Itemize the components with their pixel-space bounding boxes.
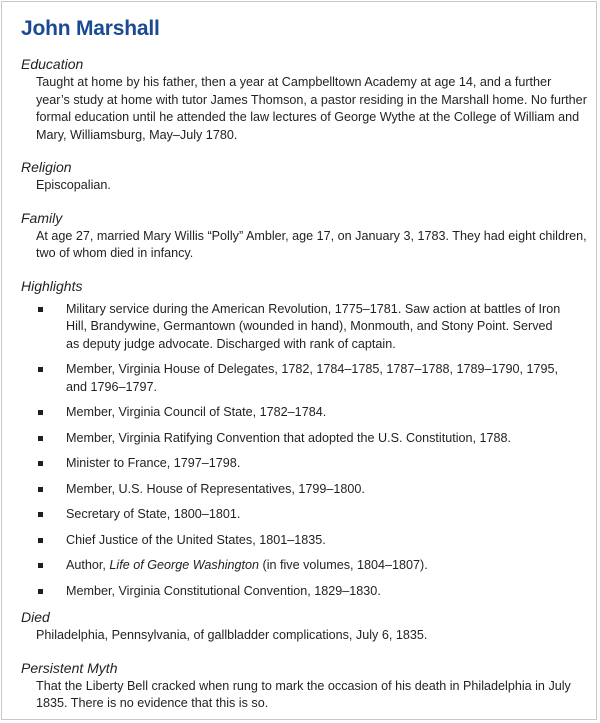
square-bullet-icon xyxy=(38,461,43,466)
section-body: That the Liberty Bell cracked when rung to mark the occasion of his death in Philadelphia in July 1835. There is no evidence that this is so. xyxy=(36,678,571,710)
list-item-text: Member, Virginia House of Delegates, 1782, 1784–1785, 1787–1788, 1789–1790, 1795, and 1796–1797. xyxy=(66,362,559,394)
list-item xyxy=(21,481,588,499)
section-heading: Died xyxy=(21,609,50,625)
page-title: John Marshall xyxy=(21,17,160,40)
list-item-text: Chief Justice of the United States, 1801–1835. xyxy=(66,532,326,547)
list-item xyxy=(21,430,588,448)
list-item-text: Member, Virginia Ratifying Convention that adopted the U.S. Constitution, 1788. xyxy=(66,430,512,445)
book-title: Life of George Washington xyxy=(109,558,260,572)
profile-content xyxy=(21,16,588,713)
list-item xyxy=(21,404,588,422)
section-persistent-myth xyxy=(21,659,588,713)
section-religion xyxy=(21,158,588,195)
list-item-text: Member, Virginia Council of State, 1782–1784. xyxy=(66,405,327,419)
square-bullet-icon xyxy=(38,436,43,441)
list-item-prefix: Author, xyxy=(66,558,110,572)
section-body: Philadelphia, Pennsylvania, of gallbladder complications, July 6, 1835. xyxy=(36,628,428,642)
section-heading: Education xyxy=(21,56,84,72)
list-item-text: Member, Virginia Constitutional Convention, 1829–1830. xyxy=(66,583,381,598)
profile-card xyxy=(1,1,597,720)
square-bullet-icon xyxy=(38,563,43,568)
list-item xyxy=(21,455,588,473)
section-died xyxy=(21,608,588,645)
list-item xyxy=(21,301,588,354)
square-bullet-icon xyxy=(38,307,43,312)
list-item xyxy=(21,583,588,601)
section-education xyxy=(21,55,588,144)
list-item-text: Minister to France, 1797–1798. xyxy=(66,456,241,470)
list-item-text: Member, U.S. House of Representatives, 1799–1800. xyxy=(66,481,365,496)
section-heading: Family xyxy=(21,209,63,226)
section-heading: Highlights xyxy=(21,277,83,294)
section-body: Episcopalian. xyxy=(36,178,111,192)
square-bullet-icon xyxy=(38,487,43,492)
section-body: Taught at home by his father, then a year at Campbelltown Academy at age 14, and a further year’s study at home with tutor James Thomson, a pastor residing in the Marshall home. No further formal education until he attended the law lectures of George Wythe at the College of William and Mary, Williamsburg, May–July 1780. xyxy=(36,75,587,142)
section-heading: Persistent Myth xyxy=(21,659,118,676)
section-family xyxy=(21,209,588,263)
square-bullet-icon xyxy=(38,538,43,543)
list-item xyxy=(21,506,588,524)
square-bullet-icon xyxy=(38,367,43,372)
section-body: At age 27, married Mary Willis “Polly” Ambler, age 17, on January 3, 1783. They had eight children, two of whom died in infancy. xyxy=(36,228,587,260)
highlights-list xyxy=(21,301,588,601)
square-bullet-icon xyxy=(38,410,43,415)
square-bullet-icon xyxy=(38,512,43,517)
list-item-suffix: (in five volumes, 1804–1807). xyxy=(259,558,428,572)
list-item xyxy=(21,532,588,550)
list-item-text: Military service during the American Revolution, 1775–1781. Saw action at battles of Iron Hill, Brandywine, Germantown (wounded in hand), Monmouth, and Stony Point. Served as deputy judge advocate. Discharged with rank of captain. xyxy=(66,301,561,351)
list-item-text: Secretary of State, 1800–1801. xyxy=(66,507,241,521)
list-item xyxy=(21,361,588,396)
list-item xyxy=(21,557,588,575)
square-bullet-icon xyxy=(38,589,43,594)
section-highlights xyxy=(21,277,588,601)
section-heading: Religion xyxy=(21,159,72,175)
